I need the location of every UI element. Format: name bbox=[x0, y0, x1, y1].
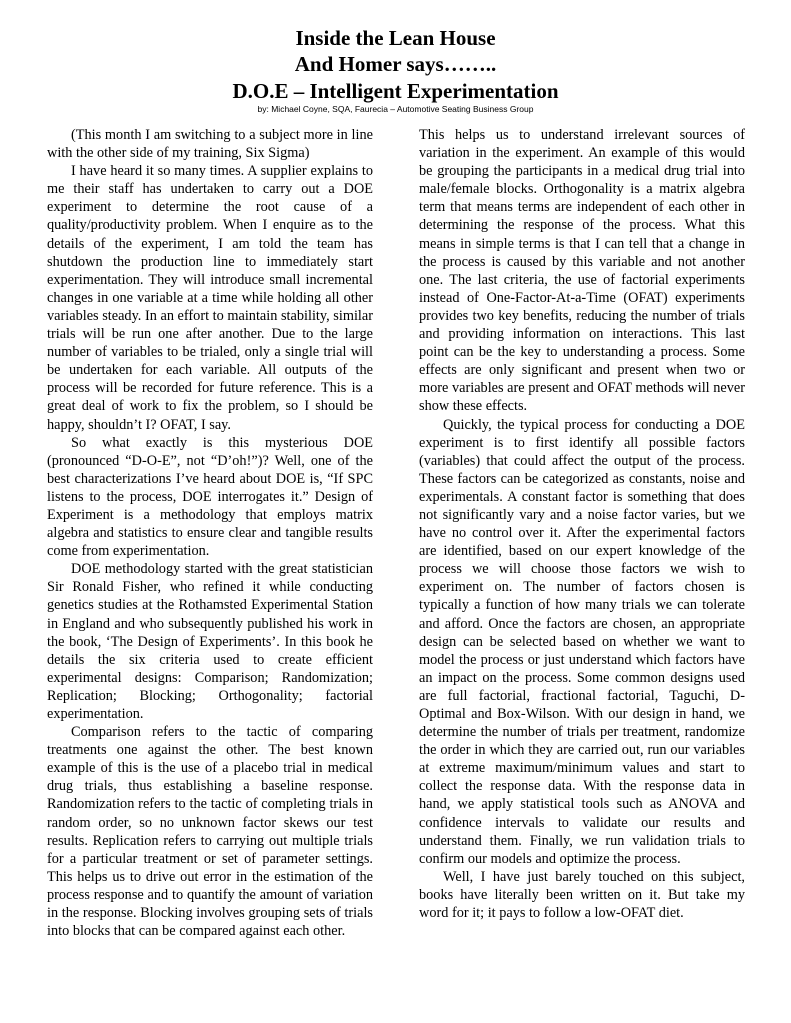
paragraph-intro-note: (This month I am switching to a subject more in line with the other side of my training, Six Sigma) bbox=[47, 127, 373, 162]
left-column bbox=[47, 126, 373, 940]
paragraph-doe-process: Quickly, the typical process for conducting a DOE experiment is to first identify all possible factors (variables) that could affect the output of the process. These factors can be categorized as constants, noise and experimentals. A constant factor is something that does not significantly vary and a noise factor varies, but we have no control over it. After the experimental factors are identified, based on our expert knowledge of the process we will choose those factors we wish to experiment on. The number of factors chosen is typically a function of how many trials we can tolerate and afford. Once the factors are chosen, an appropriate design can be selected based on whether we want to model the process or just understand which factors have an impact on the process. Some common designs used are full factorial, fractional factorial, Taguchi, D-Optimal and Box-Wilson. With our design in hand, we determine the number of trials per treatment, randomize the order in which they are carried out, run our variables at extreme maximum/minimum values and start to collect the response data. With the response data in hand, we apply statistical tools such as ANOVA and confidence intervals to validate our results and understand them. Finally, we run validation trials to confirm our models and optimize the process. bbox=[419, 416, 745, 867]
paragraph-supplier-story: I have heard it so many times. A supplier explains to me their staff has undertaken to carry out a DOE experiment to determine the root cause of a quality/productivity problem. When I enquire as to the details of the experiment, I am told the team has shutdown the production line to immediately start experimentation. They will introduce small incremental changes in one variable at a time while holding all other variables steady. In an effort to maintain stability, similar trials will be run one after another. Due to the large number of variables to be trialed, only a single trial will be undertaken for each variable. All outputs of the process will be recorded for future reference. This is a great deal of work to fix the problem, so I should be happy, shouldn’t I? OFAT, I say. bbox=[47, 163, 373, 433]
paragraph-what-is-doe: So what exactly is this mysterious DOE (pronounced “D-O-E”, not “D’oh!”)? Well, one of the best characterizations I’ve heard about DOE is, “If SPC listens to the process, DOE interrogates it.” Design of Experiment is a methodology that employs matrix algebra and statistics to ensure clear and tangible results come from experimentation. bbox=[47, 434, 373, 560]
paragraph-blocking-continued: This helps us to understand irrelevant sources of variation in the experiment. An example of this would be grouping the participants in a medical drug trial into male/female blocks. Orthogonality is a matrix algebra term that means terms are independent of each other in determining the response of the process. What this means in simple terms is that I can tell that a change in the process is caused by this variable and not another one. The last criteria, the use of factorial experiments instead of One-Factor-At-a-Time (OFAT) experiments provides two key benefits, reducing the number of trials and providing information on interactions. This last point can be the key to understanding a process. Some effects are only significant and present when two or more variables are present and OFAT methods will never show these effects. bbox=[419, 127, 745, 415]
author-byline: by: Michael Coyne, SQA, Faurecia – Automotive Seating Business Group bbox=[257, 104, 534, 114]
article-title-line-2: And Homer says…….. bbox=[294, 52, 497, 76]
paragraph-conclusion: Well, I have just barely touched on this subject, books have literally been written on it. But take my word for it; it pays to follow a low-OFAT diet. bbox=[419, 868, 745, 922]
paragraph-criteria-explained: Comparison refers to the tactic of comparing treatments one against the other. The best known example of this is the use of a placebo trial in medical drug trials, thus establishing a baseline response. Randomization refers to the tactic of completing trials in random order, so no unknown factor skews our test results. Replication refers to carrying out multiple trials for a particular treatment or set of parameter settings. This helps us to drive out error in the estimation of the process response and to quantify the amount of variation in the response. Blocking involves grouping sets of trials into blocks that can be compared against each other. bbox=[47, 724, 373, 940]
article-title-line-1: Inside the Lean House bbox=[295, 26, 496, 50]
right-column bbox=[419, 126, 745, 922]
article-title-line-3: D.O.E – Intelligent Experimentation bbox=[232, 79, 559, 103]
paragraph-fisher-history: DOE methodology started with the great statistician Sir Ronald Fisher, who refined it while conducting genetics studies at the Rothamsted Experimental Station in England and who subsequently published his work in the book, ‘The Design of Experiments’. In this book he details the six criteria used to create efficient experimental designs: Comparison; Randomization; Replication; Blocking; Orthogonality; factorial experimentation. bbox=[47, 561, 373, 722]
